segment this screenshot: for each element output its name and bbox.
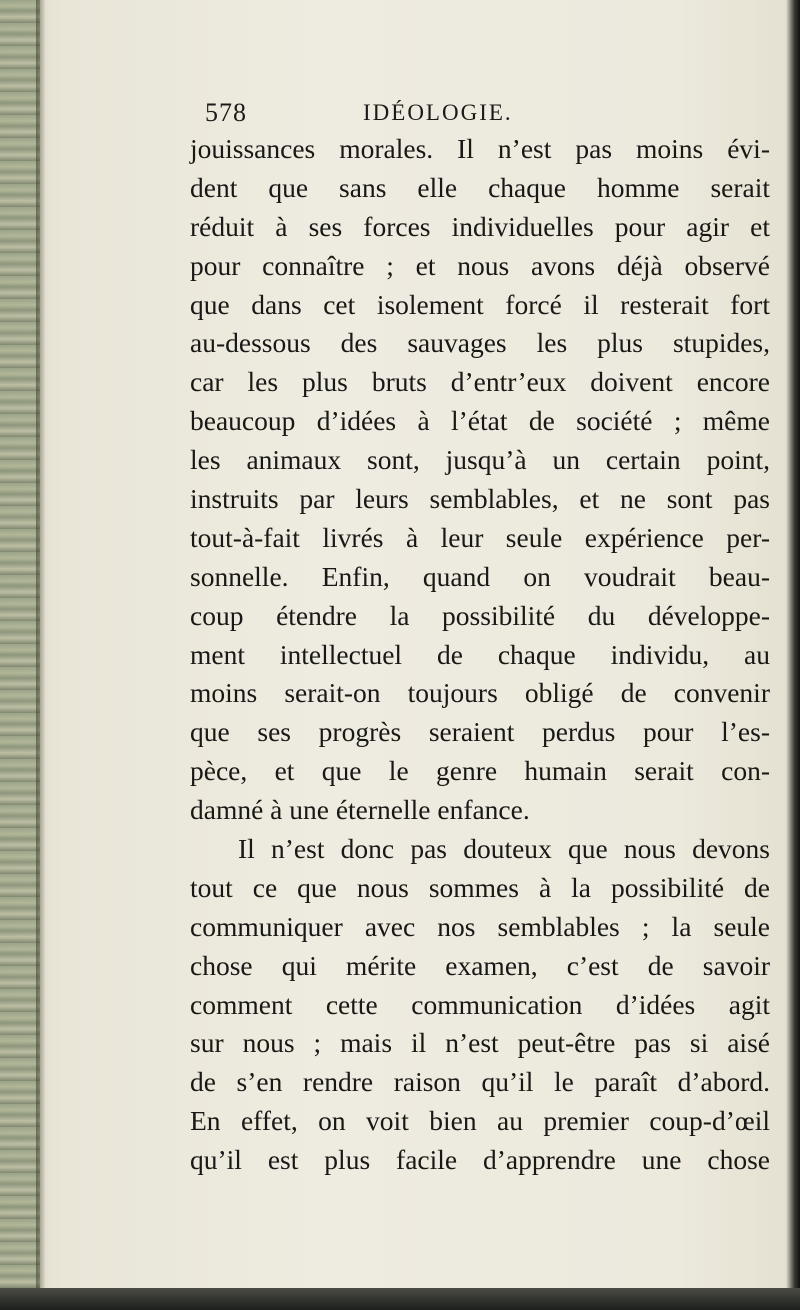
text-line: coup étendre la possibilité du développe- xyxy=(190,599,770,631)
text-line: sur nous ; mais il n’est peut-être pas si aisé xyxy=(190,1027,770,1059)
body-text xyxy=(190,130,770,1180)
text-line: tout-à-fait livrés à leur seule expérience per- xyxy=(190,521,770,553)
text-line: pour connaître ; et nous avons déjà observé xyxy=(190,249,770,281)
text-line: que dans cet isolement forcé il resterait fort xyxy=(190,288,770,320)
binding-gutter xyxy=(0,0,40,1310)
paragraph-last-line: damné à une éternelle enfance. xyxy=(190,794,530,826)
page-right-edge xyxy=(786,0,800,1310)
text-line: moins serait-on toujours obligé de convenir xyxy=(190,677,770,709)
text-line: réduit à ses forces individuelles pour agir et xyxy=(190,210,770,242)
text-line: tout ce que nous sommes à la possibilité de xyxy=(190,871,770,903)
text-line: En effet, on voit bien au premier coup-d’œil xyxy=(190,1105,770,1137)
text-line: chose qui mérite examen, c’est de savoir xyxy=(190,949,770,981)
text-line: instruits par leurs semblables, et ne sont pas xyxy=(190,483,770,515)
text-line: les animaux sont, jusqu’à un certain point, xyxy=(190,444,770,476)
text-line: de s’en rendre raison qu’il le paraît d’abord. xyxy=(190,1066,770,1098)
text-line: communiquer avec nos semblables ; la seule xyxy=(190,910,770,942)
text-line: que ses progrès seraient perdus pour l’es- xyxy=(190,716,770,748)
text-line: ment intellectuel de chaque individu, au xyxy=(190,638,770,670)
running-header xyxy=(205,98,565,134)
page-bottom-edge xyxy=(0,1288,800,1310)
text-line: au-dessous des sauvages les plus stupides, xyxy=(190,327,770,359)
text-line: jouissances morales. Il n’est pas moins évi- xyxy=(190,133,770,164)
text-line: sonnelle. Enfin, quand on voudrait beau- xyxy=(190,560,770,592)
text-line: dent que sans elle chaque homme serait xyxy=(190,171,770,203)
text-line: qu’il est plus facile d’apprendre une chose xyxy=(190,1144,770,1176)
gutter-shadow xyxy=(36,0,46,1310)
text-line: car les plus bruts d’entr’eux doivent encore xyxy=(190,366,770,398)
running-head-title: IDÉOLOGIE. xyxy=(363,100,513,125)
page-number: 578 xyxy=(205,98,247,127)
text-line: beaucoup d’idées à l’état de société ; même xyxy=(190,405,770,437)
paragraph-first-line: Il n’est donc pas douteux que nous devons xyxy=(238,833,770,865)
text-line: comment cette communication d’idées agit xyxy=(190,988,770,1020)
text-line: pèce, et que le genre humain serait con- xyxy=(190,755,770,787)
